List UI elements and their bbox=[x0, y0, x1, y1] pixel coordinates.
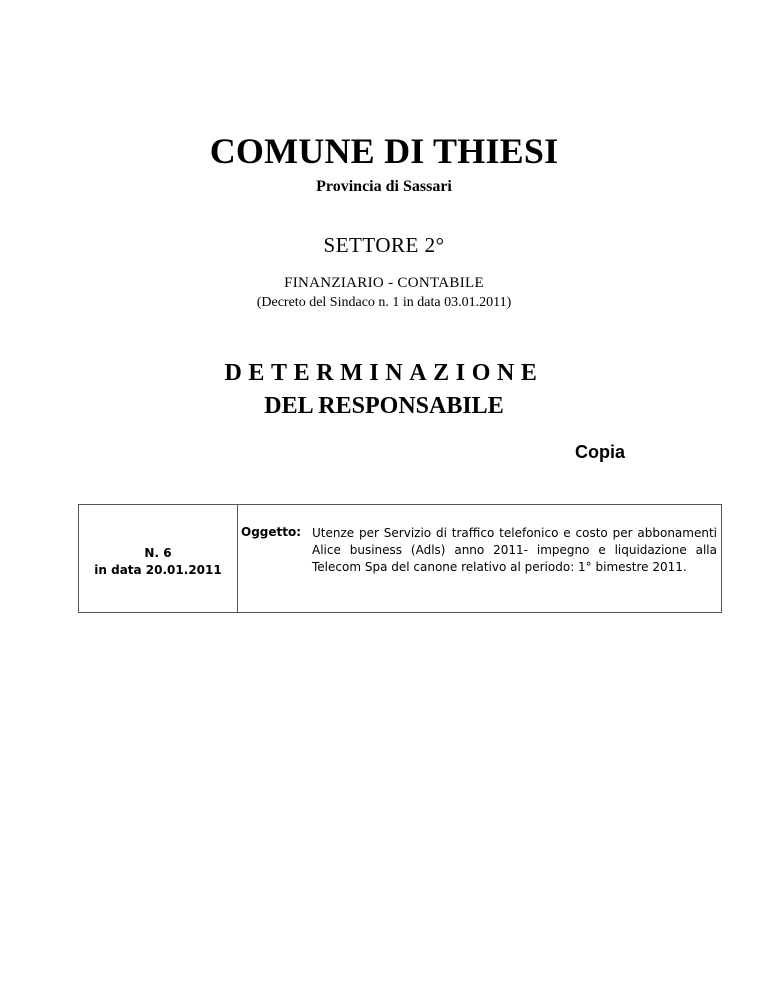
responsible-heading: DEL RESPONSABILE bbox=[264, 393, 504, 419]
municipality-title: COMUNE DI THIESI bbox=[209, 131, 559, 171]
sector-heading: SETTORE 2° bbox=[323, 233, 445, 257]
copy-label: Copia bbox=[575, 442, 626, 462]
record-date: in data 20.01.2011 bbox=[94, 563, 222, 577]
subject-text: Utenze per Servizio di traffico telefonico e costo per abbonamenti Alice business (Adls) anno 2011- impegno e liquidazione alla Telecom Spa del canone relativo al periodo: 1° bimestre 2011. bbox=[312, 526, 717, 574]
department-name: FINANZIARIO - CONTABILE bbox=[284, 275, 484, 291]
record-box bbox=[78, 504, 722, 613]
record-id-cell bbox=[79, 505, 238, 612]
determination-heading: DETERMINAZIONE bbox=[224, 360, 544, 386]
province-subtitle: Provincia di Sassari bbox=[316, 178, 452, 195]
record-number: N. 6 bbox=[144, 546, 172, 560]
decree-reference: (Decreto del Sindaco n. 1 in data 03.01.2011) bbox=[256, 295, 512, 310]
subject-label: Oggetto: bbox=[241, 525, 302, 539]
